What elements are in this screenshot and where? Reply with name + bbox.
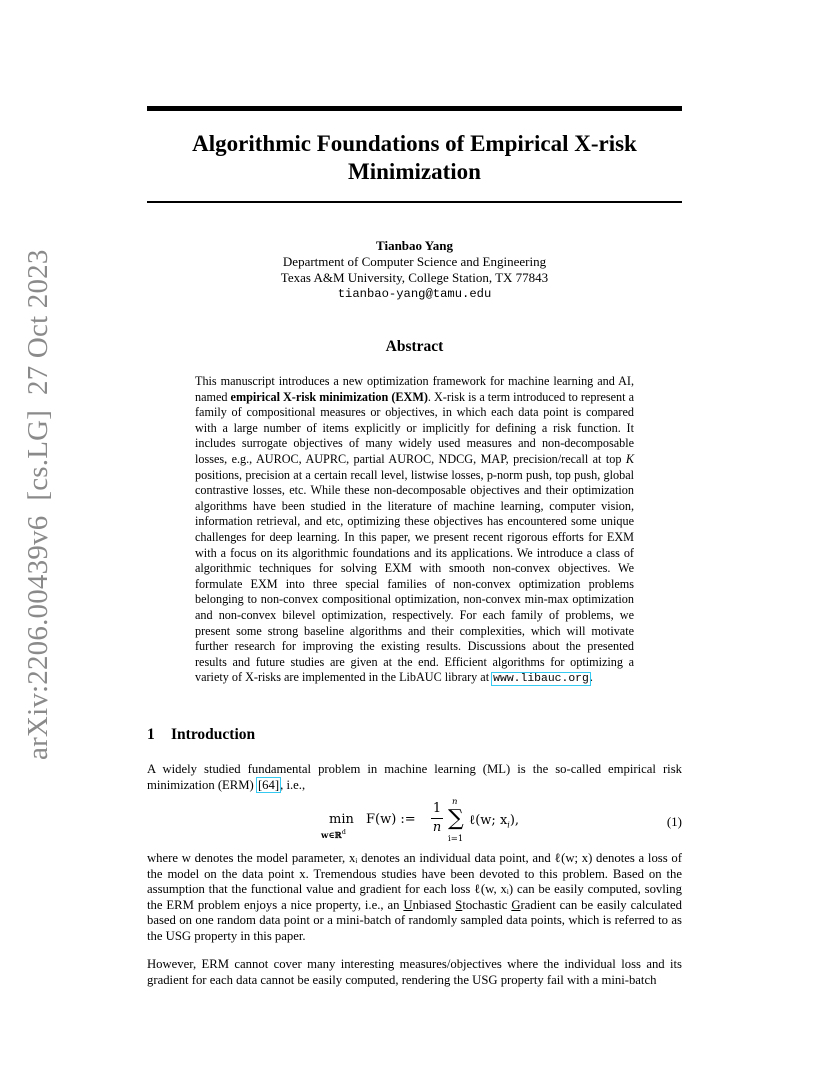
paper-title <box>147 130 682 186</box>
author-department: Department of Computer Science and Engineering <box>282 254 547 269</box>
eq-sum-symbol: ∑ <box>448 806 464 831</box>
section-title: Introduction <box>171 726 256 743</box>
abstract-text-1: This manuscript introduces a new optimization framework for machine learning and AI, named <box>195 374 634 404</box>
abstract-text-3: positions, precision at a certain recall level, listwise losses, p-norm push, top push, global contrastive losses, etc. While these non-decomposable objectives and their optimization algorithms have been studied in the literature of machine learning, computer vision, information retrieval, and etc, optimizing these objectives has encountered some unique challenges for deep learning. In this paper, we present recent rigorous efforts for EXM with a focus on its algorithmic foundations and its applications. We introduce a class of algorithmic techniques for solving EXM with smooth non-convex objectives. We formulate EXM into three special families of non-convex optimization problems belonging to non-convex compositional optimization, non-convex min-max optimization and non-convex bilevel optimization, respectively. For each family of problems, we present some strong baseline algorithms and their complexities, which will motivate further research for improving the existing results. Discussions about the presented results and future studies are given at the end. Efficient algorithms for optimizing a variety of X-risks are implemented in the LibAUC library at <box>195 467 634 685</box>
eq-lhs: F(w) := <box>366 812 416 827</box>
author-block <box>147 238 682 302</box>
author-name: Tianbao Yang <box>376 238 453 253</box>
eq-sum-upper: n <box>452 797 458 807</box>
intro-paragraph-3: However, ERM cannot cover many interesting measures/objectives where the individual loss and its gradient for each data cannot be easily computed, rendering the USG property fail with a mini-batch <box>147 957 682 987</box>
libauc-link[interactable]: www.libauc.org <box>493 673 589 686</box>
equation-number: (1) <box>666 814 682 829</box>
title-line-1: Algorithmic Foundations of Empirical X-risk <box>192 131 637 156</box>
eq-frac-numerator: 1 <box>432 801 442 816</box>
section-number: 1 <box>147 726 155 743</box>
arxiv-identifier: arXiv:2206.00439v6 [cs.LG] 27 Oct 2023 <box>22 249 54 760</box>
author-university: Texas A&M University, College Station, TX 77843 <box>280 270 549 285</box>
eq-fraction <box>431 802 443 835</box>
title-top-rule <box>147 106 682 111</box>
title-line-2: Minimization <box>348 159 481 184</box>
equation-body <box>321 797 569 848</box>
abstract-text-2: . X-risk is a term introduced to represent a family of compositional measures or objectives, in which each data point is compared with a large number of items explicitly or implicitly for defining a risk function. It includes surrogate objectives of many widely used measures and non-decomposable losses, e.g., AUROC, AUPRC, partial AUROC, NDCG, MAP, precision/recall at top <box>195 389 634 466</box>
abstract-k-symbol: K <box>625 451 634 466</box>
author-email: tianbao-yang@tamu.edu <box>337 287 492 301</box>
eq-min-subscript: w∈ℝ$^d$ <box>321 828 346 841</box>
eq-sum-lower: i=1 <box>448 834 464 844</box>
eq-frac-bar <box>431 818 443 819</box>
intro-paragraph-1 <box>147 762 682 793</box>
title-bottom-rule <box>147 201 682 203</box>
abstract-body <box>195 374 634 688</box>
eq-min: min <box>329 812 354 827</box>
para1-text-a: A widely studied fundamental problem in machine learning (ML) is the so-called empirical risk minimization (ERM) <box>147 762 682 792</box>
section-heading <box>147 726 255 744</box>
eq-frac-denominator: n <box>432 820 442 835</box>
intro-paragraph-2: where w denotes the model parameter, xᵢ denotes an individual data point, and ℓ(w; x) denotes a loss of the model on the data point x. Tremendous studies have been devoted to this problem. Based on the assumption that the functional value and gradient for each loss ℓ(w, xᵢ) can be easily computed, sovling the ERM problem enjoys a nice property, i.e., an Unbiased Stochastic Gradient can be easily calculated based on one random data point or a mini-batch of randomly sampled data points, which is referred to as the USG property in this paper. <box>147 851 682 943</box>
para1-text-b: , i.e., <box>280 777 306 792</box>
eq-summand: ℓ(w; $x_i$), <box>469 813 520 830</box>
abstract-end: . <box>589 670 593 685</box>
citation-link[interactable]: [64] <box>257 777 280 792</box>
equation-1 <box>147 797 682 848</box>
abstract-bold-term: empirical X-risk minimization (EXM) <box>230 389 428 404</box>
abstract-heading: Abstract <box>385 338 444 355</box>
